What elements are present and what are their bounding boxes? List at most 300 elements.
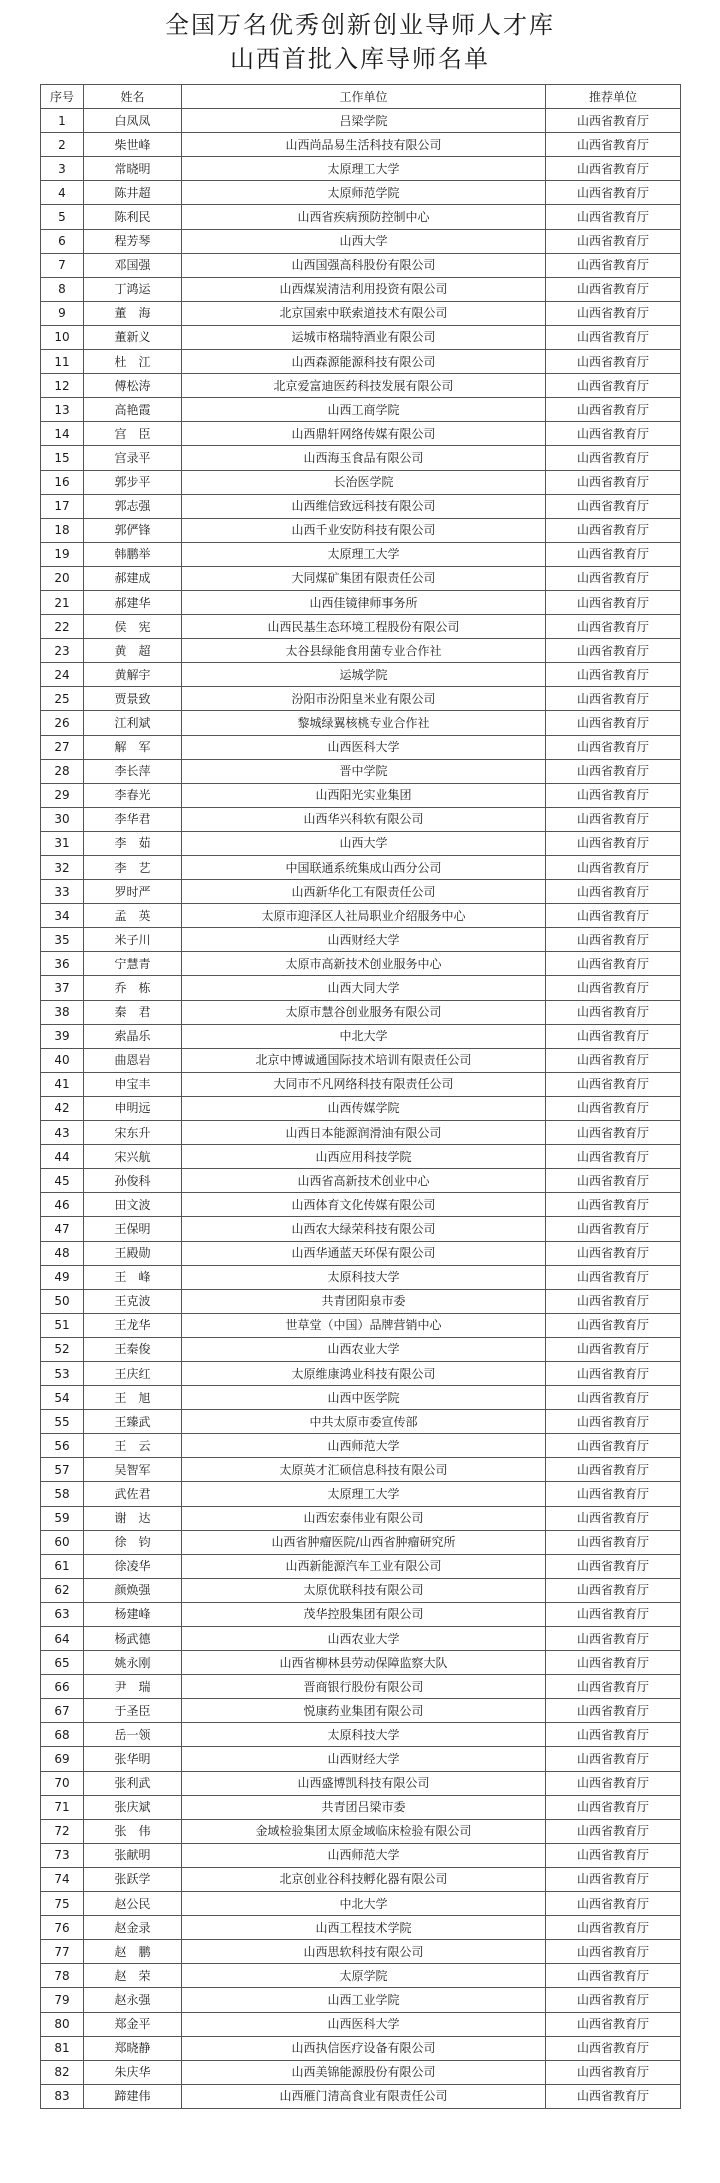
cell-name: 李长萍 — [84, 759, 182, 783]
cell-org: 山西省肿瘤医院/山西省肿瘤研究所 — [182, 1530, 546, 1554]
cell-no: 79 — [41, 1988, 84, 2012]
table-body — [41, 109, 681, 2109]
cell-no: 66 — [41, 1675, 84, 1699]
cell-no: 65 — [41, 1651, 84, 1675]
table-row — [41, 1458, 681, 1482]
table-row — [41, 1145, 681, 1169]
cell-rec: 山西省教育厅 — [546, 1916, 681, 1940]
cell-rec: 山西省教育厅 — [546, 1145, 681, 1169]
cell-no: 16 — [41, 470, 84, 494]
cell-org: 太原理工大学 — [182, 542, 546, 566]
table-row — [41, 1819, 681, 1843]
cell-rec: 山西省教育厅 — [546, 1578, 681, 1602]
cell-rec: 山西省教育厅 — [546, 1771, 681, 1795]
cell-name: 李 艺 — [84, 856, 182, 880]
cell-org: 山西农业大学 — [182, 1627, 546, 1651]
cell-no: 25 — [41, 687, 84, 711]
cell-org: 山西雁门清高食业有限责任公司 — [182, 2084, 546, 2108]
table-row — [41, 1313, 681, 1337]
cell-no: 67 — [41, 1699, 84, 1723]
title-block — [0, 0, 720, 82]
cell-name: 李春光 — [84, 783, 182, 807]
cell-name: 罗时严 — [84, 880, 182, 904]
cell-rec: 山西省教育厅 — [546, 422, 681, 446]
cell-org: 山西应用科技学院 — [182, 1145, 546, 1169]
title-line-2: 山西首批入库导师名单 — [230, 45, 490, 73]
cell-name: 高艳霞 — [84, 398, 182, 422]
cell-org: 北京中博诚通国际技术培训有限责任公司 — [182, 1048, 546, 1072]
cell-no: 83 — [41, 2084, 84, 2108]
table-row — [41, 1916, 681, 1940]
cell-rec: 山西省教育厅 — [546, 494, 681, 518]
cell-name: 张庆斌 — [84, 1795, 182, 1819]
cell-name: 王 旭 — [84, 1386, 182, 1410]
cell-name: 张华明 — [84, 1747, 182, 1771]
table-row — [41, 133, 681, 157]
table-row — [41, 1506, 681, 1530]
table-row — [41, 109, 681, 133]
cell-rec: 山西省教育厅 — [546, 1024, 681, 1048]
cell-no: 81 — [41, 2036, 84, 2060]
table-row — [41, 1434, 681, 1458]
cell-rec: 山西省教育厅 — [546, 1627, 681, 1651]
cell-org: 太原理工大学 — [182, 1482, 546, 1506]
cell-org: 山西民基生态环境工程股份有限公司 — [182, 615, 546, 639]
cell-no: 48 — [41, 1241, 84, 1265]
cell-org: 太原维康鸿业科技有限公司 — [182, 1361, 546, 1385]
cell-name: 赵 鹏 — [84, 1940, 182, 1964]
cell-name: 江利斌 — [84, 711, 182, 735]
cell-no: 24 — [41, 663, 84, 687]
table-row — [41, 229, 681, 253]
table-row — [41, 976, 681, 1000]
table-row — [41, 2084, 681, 2108]
cell-no: 15 — [41, 446, 84, 470]
cell-org: 山西思软科技有限公司 — [182, 1940, 546, 1964]
cell-name: 郑金平 — [84, 2012, 182, 2036]
cell-rec: 山西省教育厅 — [546, 663, 681, 687]
header-no: 序号 — [41, 85, 84, 109]
cell-org: 太原优联科技有限公司 — [182, 1578, 546, 1602]
cell-rec: 山西省教育厅 — [546, 374, 681, 398]
cell-org: 太谷县绿能食用菌专业合作社 — [182, 639, 546, 663]
table-row — [41, 1000, 681, 1024]
cell-no: 3 — [41, 157, 84, 181]
cell-org: 共青团阳泉市委 — [182, 1289, 546, 1313]
cell-rec: 山西省教育厅 — [546, 904, 681, 928]
cell-name: 贾景致 — [84, 687, 182, 711]
cell-rec: 山西省教育厅 — [546, 566, 681, 590]
cell-name: 曲恩岩 — [84, 1048, 182, 1072]
cell-name: 朱庆华 — [84, 2060, 182, 2084]
cell-no: 42 — [41, 1096, 84, 1120]
cell-name: 宋东升 — [84, 1121, 182, 1145]
cell-name: 程芳琴 — [84, 229, 182, 253]
cell-org: 太原科技大学 — [182, 1265, 546, 1289]
cell-org: 山西阳光实业集团 — [182, 783, 546, 807]
cell-rec: 山西省教育厅 — [546, 952, 681, 976]
cell-name: 徐 钧 — [84, 1530, 182, 1554]
cell-no: 45 — [41, 1169, 84, 1193]
cell-no: 28 — [41, 759, 84, 783]
cell-no: 46 — [41, 1193, 84, 1217]
cell-no: 37 — [41, 976, 84, 1000]
table-row — [41, 181, 681, 205]
header-name: 姓名 — [84, 85, 182, 109]
cell-rec: 山西省教育厅 — [546, 831, 681, 855]
cell-org: 山西新能源汽车工业有限公司 — [182, 1554, 546, 1578]
table-row — [41, 1048, 681, 1072]
cell-name: 赵永强 — [84, 1988, 182, 2012]
cell-rec: 山西省教育厅 — [546, 229, 681, 253]
cell-rec: 山西省教育厅 — [546, 1723, 681, 1747]
cell-no: 68 — [41, 1723, 84, 1747]
cell-no: 12 — [41, 374, 84, 398]
cell-no: 39 — [41, 1024, 84, 1048]
table-row — [41, 1361, 681, 1385]
cell-rec: 山西省教育厅 — [546, 1964, 681, 1988]
cell-no: 50 — [41, 1289, 84, 1313]
cell-no: 71 — [41, 1795, 84, 1819]
cell-no: 2 — [41, 133, 84, 157]
cell-rec: 山西省教育厅 — [546, 1096, 681, 1120]
header-org: 工作单位 — [182, 85, 546, 109]
cell-rec: 山西省教育厅 — [546, 856, 681, 880]
cell-rec: 山西省教育厅 — [546, 759, 681, 783]
cell-no: 23 — [41, 639, 84, 663]
table-row — [41, 2060, 681, 2084]
cell-name: 申宝丰 — [84, 1072, 182, 1096]
cell-org: 山西华兴科软有限公司 — [182, 807, 546, 831]
table-row — [41, 1072, 681, 1096]
cell-org: 太原市高新技术创业服务中心 — [182, 952, 546, 976]
table-row — [41, 1121, 681, 1145]
table-row — [41, 1675, 681, 1699]
cell-org: 中共太原市委宣传部 — [182, 1410, 546, 1434]
table-row — [41, 807, 681, 831]
cell-no: 75 — [41, 1892, 84, 1916]
cell-org: 山西工程技术学院 — [182, 1916, 546, 1940]
cell-org: 山西师范大学 — [182, 1434, 546, 1458]
cell-rec: 山西省教育厅 — [546, 1988, 681, 2012]
table-row — [41, 1988, 681, 2012]
table-row — [41, 831, 681, 855]
cell-no: 73 — [41, 1843, 84, 1867]
cell-rec: 山西省教育厅 — [546, 1410, 681, 1434]
cell-rec: 山西省教育厅 — [546, 205, 681, 229]
table-row — [41, 880, 681, 904]
table-row — [41, 1096, 681, 1120]
cell-name: 常晓明 — [84, 157, 182, 181]
table-row — [41, 928, 681, 952]
table-row — [41, 350, 681, 374]
table-row — [41, 157, 681, 181]
cell-org: 黎城绿翼核桃专业合作社 — [182, 711, 546, 735]
cell-no: 74 — [41, 1867, 84, 1891]
cell-name: 董 海 — [84, 301, 182, 325]
cell-no: 62 — [41, 1578, 84, 1602]
table-row — [41, 1482, 681, 1506]
cell-rec: 山西省教育厅 — [546, 518, 681, 542]
cell-no: 10 — [41, 325, 84, 349]
cell-rec: 山西省教育厅 — [546, 1482, 681, 1506]
cell-no: 32 — [41, 856, 84, 880]
cell-rec: 山西省教育厅 — [546, 2036, 681, 2060]
cell-org: 山西省高新技术创业中心 — [182, 1169, 546, 1193]
table-row — [41, 542, 681, 566]
cell-rec: 山西省教育厅 — [546, 398, 681, 422]
cell-name: 王克波 — [84, 1289, 182, 1313]
table-row — [41, 494, 681, 518]
cell-rec: 山西省教育厅 — [546, 109, 681, 133]
cell-rec: 山西省教育厅 — [546, 1265, 681, 1289]
cell-no: 60 — [41, 1530, 84, 1554]
cell-org: 山西中医学院 — [182, 1386, 546, 1410]
cell-name: 杜 江 — [84, 350, 182, 374]
cell-name: 李华君 — [84, 807, 182, 831]
cell-name: 陈井超 — [84, 181, 182, 205]
cell-rec: 山西省教育厅 — [546, 1217, 681, 1241]
cell-org: 山西医科大学 — [182, 735, 546, 759]
table-row — [41, 1723, 681, 1747]
cell-name: 宫 臣 — [84, 422, 182, 446]
cell-rec: 山西省教育厅 — [546, 1386, 681, 1410]
cell-no: 29 — [41, 783, 84, 807]
table-row — [41, 1699, 681, 1723]
cell-name: 徐凌华 — [84, 1554, 182, 1578]
table-row — [41, 1217, 681, 1241]
cell-org: 吕梁学院 — [182, 109, 546, 133]
table-row — [41, 759, 681, 783]
cell-no: 6 — [41, 229, 84, 253]
cell-org: 山西大学 — [182, 229, 546, 253]
cell-no: 31 — [41, 831, 84, 855]
cell-no: 1 — [41, 109, 84, 133]
cell-no: 9 — [41, 301, 84, 325]
table-header-row — [41, 85, 681, 109]
cell-name: 郝建成 — [84, 566, 182, 590]
cell-org: 太原科技大学 — [182, 1723, 546, 1747]
table-row — [41, 470, 681, 494]
cell-no: 21 — [41, 590, 84, 614]
table-row — [41, 1627, 681, 1651]
cell-org: 山西盛博凯科技有限公司 — [182, 1771, 546, 1795]
cell-name: 李 茹 — [84, 831, 182, 855]
table-row — [41, 1530, 681, 1554]
cell-rec: 山西省教育厅 — [546, 1843, 681, 1867]
cell-rec: 山西省教育厅 — [546, 1458, 681, 1482]
cell-rec: 山西省教育厅 — [546, 1289, 681, 1313]
cell-no: 14 — [41, 422, 84, 446]
cell-rec: 山西省教育厅 — [546, 1241, 681, 1265]
table-row — [41, 253, 681, 277]
table-row — [41, 904, 681, 928]
cell-name: 宋兴航 — [84, 1145, 182, 1169]
cell-org: 大同煤矿集团有限责任公司 — [182, 566, 546, 590]
cell-no: 20 — [41, 566, 84, 590]
table-row — [41, 1843, 681, 1867]
cell-org: 太原师范学院 — [182, 181, 546, 205]
table-row — [41, 1892, 681, 1916]
table-row — [41, 301, 681, 325]
cell-name: 田文波 — [84, 1193, 182, 1217]
cell-no: 52 — [41, 1337, 84, 1361]
cell-org: 长治医学院 — [182, 470, 546, 494]
cell-org: 山西工业学院 — [182, 1988, 546, 2012]
cell-no: 58 — [41, 1482, 84, 1506]
cell-org: 共青团吕梁市委 — [182, 1795, 546, 1819]
cell-org: 山西鼎轩网络传媒有限公司 — [182, 422, 546, 446]
cell-org: 运城学院 — [182, 663, 546, 687]
cell-rec: 山西省教育厅 — [546, 157, 681, 181]
cell-name: 邓国强 — [84, 253, 182, 277]
cell-rec: 山西省教育厅 — [546, 1434, 681, 1458]
cell-rec: 山西省教育厅 — [546, 1819, 681, 1843]
cell-rec: 山西省教育厅 — [546, 253, 681, 277]
table-row — [41, 687, 681, 711]
cell-rec: 山西省教育厅 — [546, 2084, 681, 2108]
cell-org: 北京爱富迪医药科技发展有限公司 — [182, 374, 546, 398]
cell-name: 傅松涛 — [84, 374, 182, 398]
cell-rec: 山西省教育厅 — [546, 542, 681, 566]
cell-name: 武佐君 — [84, 1482, 182, 1506]
cell-no: 13 — [41, 398, 84, 422]
cell-org: 大同市不凡网络科技有限责任公司 — [182, 1072, 546, 1096]
cell-org: 山西农业大学 — [182, 1337, 546, 1361]
cell-no: 8 — [41, 277, 84, 301]
table-row — [41, 277, 681, 301]
cell-no: 35 — [41, 928, 84, 952]
cell-org: 山西维信致远科技有限公司 — [182, 494, 546, 518]
cell-rec: 山西省教育厅 — [546, 1795, 681, 1819]
cell-org: 山西大学 — [182, 831, 546, 855]
cell-rec: 山西省教育厅 — [546, 711, 681, 735]
table-row — [41, 615, 681, 639]
cell-rec: 山西省教育厅 — [546, 1313, 681, 1337]
cell-name: 孟 英 — [84, 904, 182, 928]
cell-no: 40 — [41, 1048, 84, 1072]
cell-no: 30 — [41, 807, 84, 831]
table-row — [41, 518, 681, 542]
cell-rec: 山西省教育厅 — [546, 1193, 681, 1217]
table-row — [41, 1964, 681, 1988]
cell-org: 北京国索中联索道技术有限公司 — [182, 301, 546, 325]
cell-no: 53 — [41, 1361, 84, 1385]
table-row — [41, 422, 681, 446]
cell-no: 18 — [41, 518, 84, 542]
cell-name: 郭志强 — [84, 494, 182, 518]
cell-name: 赵 荣 — [84, 1964, 182, 1988]
cell-org: 山西尚品易生活科技有限公司 — [182, 133, 546, 157]
cell-name: 陈利民 — [84, 205, 182, 229]
cell-no: 27 — [41, 735, 84, 759]
cell-rec: 山西省教育厅 — [546, 783, 681, 807]
cell-no: 56 — [41, 1434, 84, 1458]
cell-no: 57 — [41, 1458, 84, 1482]
cell-org: 山西千业安防科技有限公司 — [182, 518, 546, 542]
cell-no: 19 — [41, 542, 84, 566]
cell-org: 山西省柳林县劳动保障监察大队 — [182, 1651, 546, 1675]
cell-no: 17 — [41, 494, 84, 518]
cell-name: 王 云 — [84, 1434, 182, 1458]
cell-rec: 山西省教育厅 — [546, 1867, 681, 1891]
table-row — [41, 1265, 681, 1289]
cell-no: 69 — [41, 1747, 84, 1771]
cell-rec: 山西省教育厅 — [546, 1530, 681, 1554]
cell-org: 山西财经大学 — [182, 1747, 546, 1771]
table-row — [41, 590, 681, 614]
cell-name: 赵金录 — [84, 1916, 182, 1940]
cell-rec: 山西省教育厅 — [546, 807, 681, 831]
cell-rec: 山西省教育厅 — [546, 1602, 681, 1626]
cell-no: 77 — [41, 1940, 84, 1964]
table-row — [41, 1554, 681, 1578]
cell-name: 郑晓静 — [84, 2036, 182, 2060]
cell-org: 晋中学院 — [182, 759, 546, 783]
table-row — [41, 856, 681, 880]
cell-rec: 山西省教育厅 — [546, 615, 681, 639]
cell-rec: 山西省教育厅 — [546, 1651, 681, 1675]
cell-org: 山西华通蓝天环保有限公司 — [182, 1241, 546, 1265]
cell-org: 北京创业谷科技孵化器有限公司 — [182, 1867, 546, 1891]
cell-rec: 山西省教育厅 — [546, 1337, 681, 1361]
cell-no: 61 — [41, 1554, 84, 1578]
cell-no: 49 — [41, 1265, 84, 1289]
cell-name: 张利武 — [84, 1771, 182, 1795]
cell-rec: 山西省教育厅 — [546, 181, 681, 205]
cell-org: 太原英才汇硕信息科技有限公司 — [182, 1458, 546, 1482]
cell-rec: 山西省教育厅 — [546, 687, 681, 711]
cell-org: 山西森源能源科技有限公司 — [182, 350, 546, 374]
cell-name: 张跃学 — [84, 1867, 182, 1891]
table-row — [41, 325, 681, 349]
cell-rec: 山西省教育厅 — [546, 470, 681, 494]
cell-name: 王 峰 — [84, 1265, 182, 1289]
cell-org: 山西国强高科股份有限公司 — [182, 253, 546, 277]
cell-name: 蹄建伟 — [84, 2084, 182, 2108]
cell-name: 杨武德 — [84, 1627, 182, 1651]
cell-org: 山西煤炭清洁利用投资有限公司 — [182, 277, 546, 301]
table-row — [41, 205, 681, 229]
cell-rec: 山西省教育厅 — [546, 1048, 681, 1072]
cell-org: 山西师范大学 — [182, 1843, 546, 1867]
table-row — [41, 1169, 681, 1193]
cell-rec: 山西省教育厅 — [546, 1361, 681, 1385]
cell-no: 38 — [41, 1000, 84, 1024]
table-row — [41, 639, 681, 663]
cell-org: 中北大学 — [182, 1892, 546, 1916]
cell-name: 张献明 — [84, 1843, 182, 1867]
cell-name: 秦 君 — [84, 1000, 182, 1024]
cell-name: 侯 宪 — [84, 615, 182, 639]
cell-rec: 山西省教育厅 — [546, 133, 681, 157]
cell-org: 山西财经大学 — [182, 928, 546, 952]
cell-name: 郝建华 — [84, 590, 182, 614]
cell-rec: 山西省教育厅 — [546, 880, 681, 904]
cell-rec: 山西省教育厅 — [546, 590, 681, 614]
cell-name: 孙俊科 — [84, 1169, 182, 1193]
cell-name: 王庆红 — [84, 1361, 182, 1385]
cell-org: 世草堂（中国）品牌营销中心 — [182, 1313, 546, 1337]
cell-name: 谢 达 — [84, 1506, 182, 1530]
cell-name: 王臻武 — [84, 1410, 182, 1434]
cell-org: 山西执信医疗设备有限公司 — [182, 2036, 546, 2060]
cell-rec: 山西省教育厅 — [546, 1121, 681, 1145]
cell-no: 43 — [41, 1121, 84, 1145]
table-row — [41, 1024, 681, 1048]
cell-name: 吴智军 — [84, 1458, 182, 1482]
cell-rec: 山西省教育厅 — [546, 1892, 681, 1916]
